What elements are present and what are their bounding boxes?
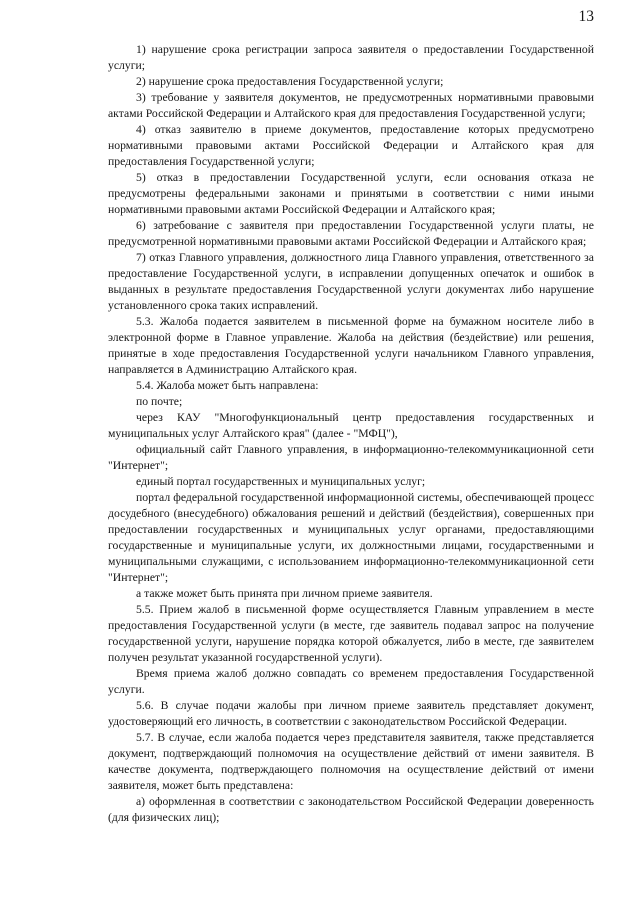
paragraph: 5.6. В случае подачи жалобы при личном приеме заявитель представляет документ, удостоверяющий его личность, в соответствии с законодательством Российской Федерации. xyxy=(108,699,594,728)
paragraph: официальный сайт Главного управления, в информационно-телекоммуникационной сети "Интернет"; xyxy=(108,443,594,472)
paragraph: 5.3. Жалоба подается заявителем в письменной форме на бумажном носителе либо в электронной форме в Главное управление. Жалоба на действия (бездействие) или решения, принятые в ходе предоставления Государственной услуги начальником Главного управления, направляется в Администрацию Алтайского края. xyxy=(108,315,594,376)
paragraph: 2) нарушение срока предоставления Государственной услуги; xyxy=(136,75,444,88)
paragraph: через КАУ "Многофункциональный центр предоставления государственных и муниципальных услуг Алтайского края" (далее - "МФЦ"), xyxy=(108,411,594,440)
page-number: 13 xyxy=(578,8,594,25)
paragraph: по почте; xyxy=(136,395,183,408)
paragraph: 3) требование у заявителя документов, не предусмотренных нормативными правовыми актами Российской Федерации и Алтайского края для предоставления Государственной услуги; xyxy=(108,91,594,120)
paragraph: 6) затребование с заявителя при предоставлении Государственной услуги платы, не предусмотренной нормативными правовыми актами Российской Федерации и Алтайского края; xyxy=(108,219,594,248)
document-body xyxy=(108,42,594,826)
paragraph: 7) отказ Главного управления, должностного лица Главного управления, ответственного за предоставление Государственной услуги, в исправлении допущенных опечаток и ошибок в выданных в результате предоставления Государственной услуги документах либо нарушение установленного срока таких исправлений. xyxy=(108,251,594,312)
paragraph: 4) отказ заявителю в приеме документов, предоставление которых предусмотрено нормативными правовыми актами Российской Федерации и Алтайского края для предоставления Государственной услуги; xyxy=(108,123,594,168)
paragraph: а также может быть принята при личном приеме заявителя. xyxy=(136,587,433,600)
paragraph: а) оформленная в соответствии с законодательством Российской Федерации доверенность (для физических лиц); xyxy=(108,795,594,824)
paragraph: 5.5. Прием жалоб в письменной форме осуществляется Главным управлением в месте предоставления Государственной услуги (в месте, где заявитель подавал запрос на получение государственной услуги, нарушение порядка которой обжалуется, либо в месте, где заявителем получен результат указанной государственной услуги). xyxy=(108,603,594,664)
paragraph: 5.4. Жалоба может быть направлена: xyxy=(136,379,319,392)
paragraph: 1) нарушение срока регистрации запроса заявителя о предоставлении Государственной услуги; xyxy=(108,43,594,72)
paragraph: единый портал государственных и муниципальных услуг; xyxy=(136,475,426,488)
paragraph: портал федеральной государственной информационной системы, обеспечивающей процесс досудебного (внесудебного) обжалования решений и действий (бездействия), совершенных при предоставлении государственных и муниципальных услуг органами, предоставляющими государственные и муниципальные услуги, их должностными лицами, государственными и муниципальными служащими, с использованием информационно-телекоммуникационной сети "Интернет"; xyxy=(108,491,594,584)
paragraph: 5) отказ в предоставлении Государственной услуги, если основания отказа не предусмотрены федеральными законами и принятыми в соответствии с ними иными нормативными правовыми актами Российской Федерации и Алтайского края; xyxy=(108,171,594,216)
paragraph: Время приема жалоб должно совпадать со временем предоставления Государственной услуги. xyxy=(108,667,594,696)
paragraph: 5.7. В случае, если жалоба подается через представителя заявителя, также представляется документ, подтверждающий полномочия на осуществление действий от имени заявителя. В качестве документа, подтверждающего полномочия на осуществление действий от имени заявителя, может быть представлена: xyxy=(108,731,594,792)
